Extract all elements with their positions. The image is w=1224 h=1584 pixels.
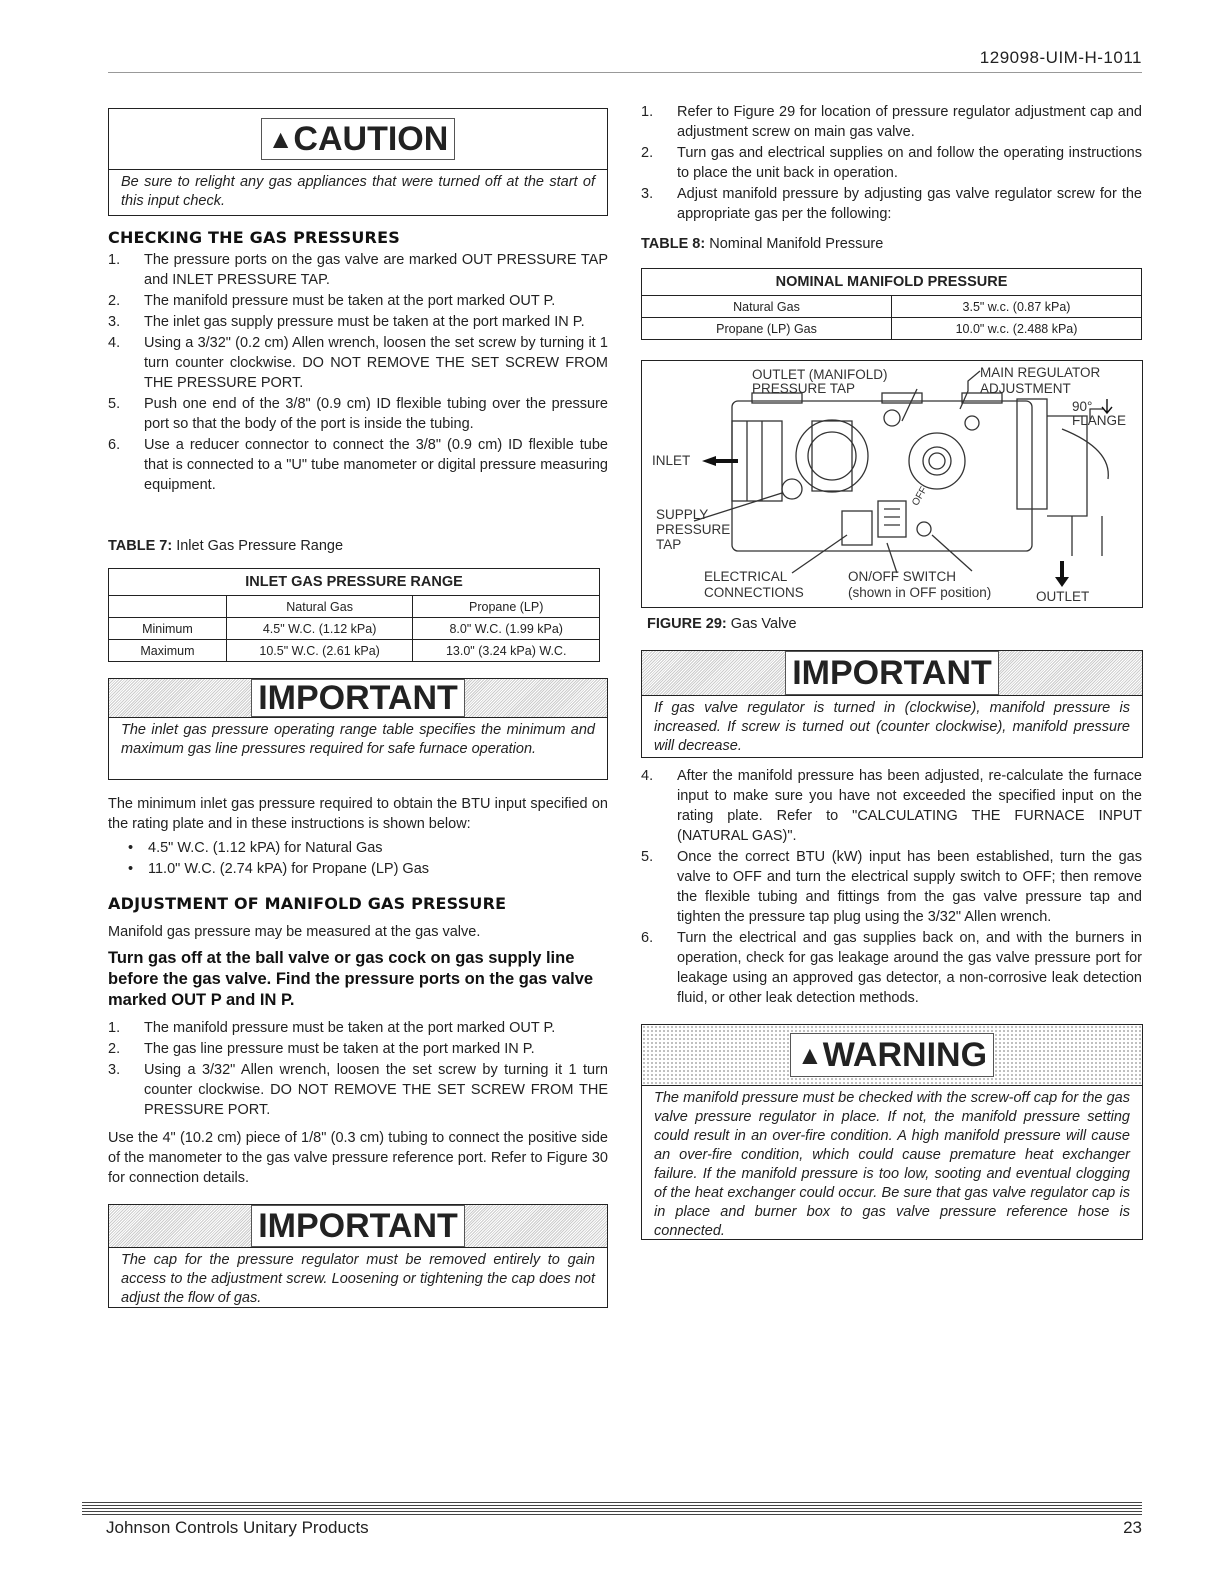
list-item: 3. Using a 3/32" Allen wrench, loosen the set screw by turning it 1 turn counter clockwise. DO NOT REMOVE THE SET SCREW FROM THE PRESSURE PORT.: [108, 1062, 608, 1118]
list-item: 1. The pressure ports on the gas valve are marked OUT PRESSURE TAP and INLET PRESSURE TAP.: [108, 252, 608, 288]
caution-title: ▲CAUTION: [261, 118, 456, 160]
figure-label: INLET: [652, 453, 691, 468]
figure-label: PRESSURE TAP: [752, 381, 856, 396]
page-number: 23: [1123, 1518, 1142, 1537]
important-title: IMPORTANT: [251, 679, 465, 717]
right-column: [641, 0, 1142, 1239]
min-inlet-text: The minimum inlet gas pressure required to obtain the BTU input specified on the rating plate and in these instructions is shown below:: [108, 796, 608, 832]
important-box-2: [108, 1204, 608, 1308]
adjustment-heading: ADJUSTMENT OF MANIFOLD GAS PRESSURE: [108, 894, 507, 913]
warning-triangle-icon: ▲: [796, 1040, 823, 1070]
figure-label: SUPPLY: [656, 507, 709, 522]
table-row: Maximum 10.5" W.C. (2.61 kPa) 13.0" (3.24 kPa) W.C.: [109, 640, 600, 662]
figure-label: (shown in OFF position): [848, 585, 992, 600]
warning-title: ▲WARNING: [790, 1033, 994, 1077]
adjustment-list: [108, 1018, 608, 1121]
list-item: 2. Turn gas and electrical supplies on and follow the operating instructions to place the unit back in operation.: [641, 145, 1142, 181]
important-box-3: [641, 650, 1143, 758]
list-item: 2. The gas line pressure must be taken at the port marked IN P.: [108, 1041, 535, 1057]
table-row: Propane (LP) Gas 10.0" w.c. (2.488 kPa): [642, 318, 1142, 340]
table-header: Propane (LP): [413, 596, 600, 618]
adjustment-bold-note: Turn gas off at the ball valve or gas cock on gas supply line before the gas valve. Find the pressure ports on the gas valve marked OUT P and IN P.: [108, 949, 594, 1009]
table7: [108, 568, 600, 662]
adjustment-intro: Manifold gas pressure may be measured at the gas valve.: [108, 924, 481, 940]
figure-label: ADJUSTMENT: [980, 381, 1071, 396]
warning-text: The manifold pressure must be checked with the screw-off cap for the gas valve pressure regulator in place. If not, the manifold pressure setting could result in an over-fire condition. A high manifold pressure will cause an over-fire condition, which could cause premature heat exchanger failure. If the manifold pressure is too low, sooting and eventual clogging of the heat exchanger could occur. Be sure that gas valve regulator cap is in place and burner box to gas valve pressure reference hose is connected.: [654, 1090, 1130, 1239]
list-item: 6. Use a reducer connector to connect the 3/8" (0.9 cm) ID flexible tube that is connected to a "U" tube manometer or digital pressure measuring equipment.: [108, 437, 608, 493]
footer-company: Johnson Controls Unitary Products: [106, 1518, 369, 1537]
list-item: 1. Refer to Figure 29 for location of pressure regulator adjustment cap and adjustment screw on main gas valve.: [641, 104, 1142, 140]
figure29-caption: FIGURE 29: Gas Valve: [647, 616, 797, 632]
caution-text: Be sure to relight any gas appliances that were turned off at the start of this input check.: [121, 174, 595, 209]
document-id: 129098-UIM-H-1011: [979, 48, 1142, 67]
table-row: Minimum 4.5" W.C. (1.12 kPa) 8.0" W.C. (1.99 kPa): [109, 618, 600, 640]
table8-title: NOMINAL MANIFOLD PRESSURE: [642, 269, 1142, 296]
important-title: IMPORTANT: [251, 1205, 465, 1247]
list-item: • 4.5" W.C. (1.12 kPA) for Natural Gas: [108, 838, 608, 859]
warning-triangle-icon: ▲: [267, 124, 294, 154]
table-header: Natural Gas: [226, 596, 413, 618]
important-text: The cap for the pressure regulator must be removed entirely to gain access to the adjustment screw. Loosening or tightening the cap does not adjust the flow of gas.: [121, 1252, 595, 1306]
list-item: 6. Turn the electrical and gas supplies back on, and with the burners in operation, check for gas leakage around the gas valve pressure port for leakage using an approved gas detector, a non-corrosive leak detection fluid, or other leak detection methods.: [641, 930, 1142, 1006]
table8-caption: TABLE 8: Nominal Manifold Pressure: [641, 236, 884, 252]
figure-label: FLANGE: [1072, 413, 1127, 428]
list-item: 2. The manifold pressure must be taken at the port marked OUT P.: [108, 293, 556, 309]
gas-valve-figure: [641, 360, 1143, 608]
figure-label: CONNECTIONS: [704, 585, 804, 600]
list-item: 1. The manifold pressure must be taken at the port marked OUT P.: [108, 1020, 556, 1036]
list-item: 4. Using a 3/32" (0.2 cm) Allen wrench, loosen the set screw by turning it 1 turn counter clockwise. DO NOT REMOVE THE SET SCREW FROM THE PRESSURE PORT.: [108, 335, 608, 391]
figure-label: OUTLET (MANIFOLD): [752, 367, 888, 382]
important-text: If gas valve regulator is turned in (clockwise), manifold pressure is increased. If screw is turned out (counter clockwise), manifold pressure will decrease.: [654, 700, 1130, 754]
caution-box: [108, 108, 608, 216]
footer-rule: [82, 1502, 1142, 1516]
table8: [641, 268, 1142, 340]
list-item: 5. Once the correct BTU (kW) input has been established, turn the gas valve to OFF and turn the electrical supply switch to OFF; then remove the flexible tubing and fittings from the gas valve pressure tap and tighten the pressure tap plug using the 3/32" Allen wrench.: [641, 849, 1142, 925]
table-row: Natural Gas 3.5" w.c. (0.87 kPa): [642, 296, 1142, 318]
after-steps-list: [641, 766, 1142, 1009]
checking-heading: CHECKING THE GAS PRESSURES: [108, 228, 400, 247]
min-inlet-bullets: [108, 838, 608, 880]
figure-label: ELECTRICAL: [704, 569, 788, 584]
figure-label: PRESSURE: [656, 522, 731, 537]
figure-label: MAIN REGULATOR: [980, 365, 1101, 380]
figure-label: OUTLET: [1036, 589, 1090, 604]
list-item: 5. Push one end of the 3/8" (0.9 cm) ID flexible tubing over the pressure port so that the body of the port is inside the tubing.: [108, 396, 608, 432]
table7-caption: TABLE 7: Inlet Gas Pressure Range: [108, 538, 344, 554]
figure-label: TAP: [656, 537, 682, 552]
list-item: 3. Adjust manifold pressure by adjusting gas valve regulator screw for the appropriate gas per the following:: [641, 186, 1142, 222]
list-item: • 11.0" W.C. (2.74 kPA) for Propane (LP) Gas: [108, 859, 608, 880]
table7-title: INLET GAS PRESSURE RANGE: [109, 569, 600, 596]
figure-label: OFF: [910, 485, 930, 508]
adjust-steps-list: [641, 102, 1142, 225]
list-item: 4. After the manifold pressure has been adjusted, re-calculate the furnace input to make sure you have not exceeded the specified input on the rating plate. Refer to "CALCULATING THE FURNACE INPUT (NATURAL GAS)".: [641, 768, 1142, 844]
important-box-1: [108, 678, 608, 780]
list-item: 3. The inlet gas supply pressure must be taken at the port marked IN P.: [108, 314, 585, 330]
figure-label: 90°: [1072, 399, 1093, 414]
checking-list: [108, 250, 608, 496]
warning-box: [641, 1024, 1143, 1240]
figure-label: ON/OFF SWITCH: [848, 569, 956, 584]
important-title: IMPORTANT: [785, 651, 999, 695]
adjustment-after: Use the 4" (10.2 cm) piece of 1/8" (0.3 cm) tubing to connect the positive side of the manometer to the gas valve pressure reference port. Refer to Figure 30 for connection details.: [108, 1130, 608, 1186]
important-text: The inlet gas pressure operating range table specifies the minimum and maximum gas line pressures required for safe furnace operation.: [121, 722, 595, 757]
